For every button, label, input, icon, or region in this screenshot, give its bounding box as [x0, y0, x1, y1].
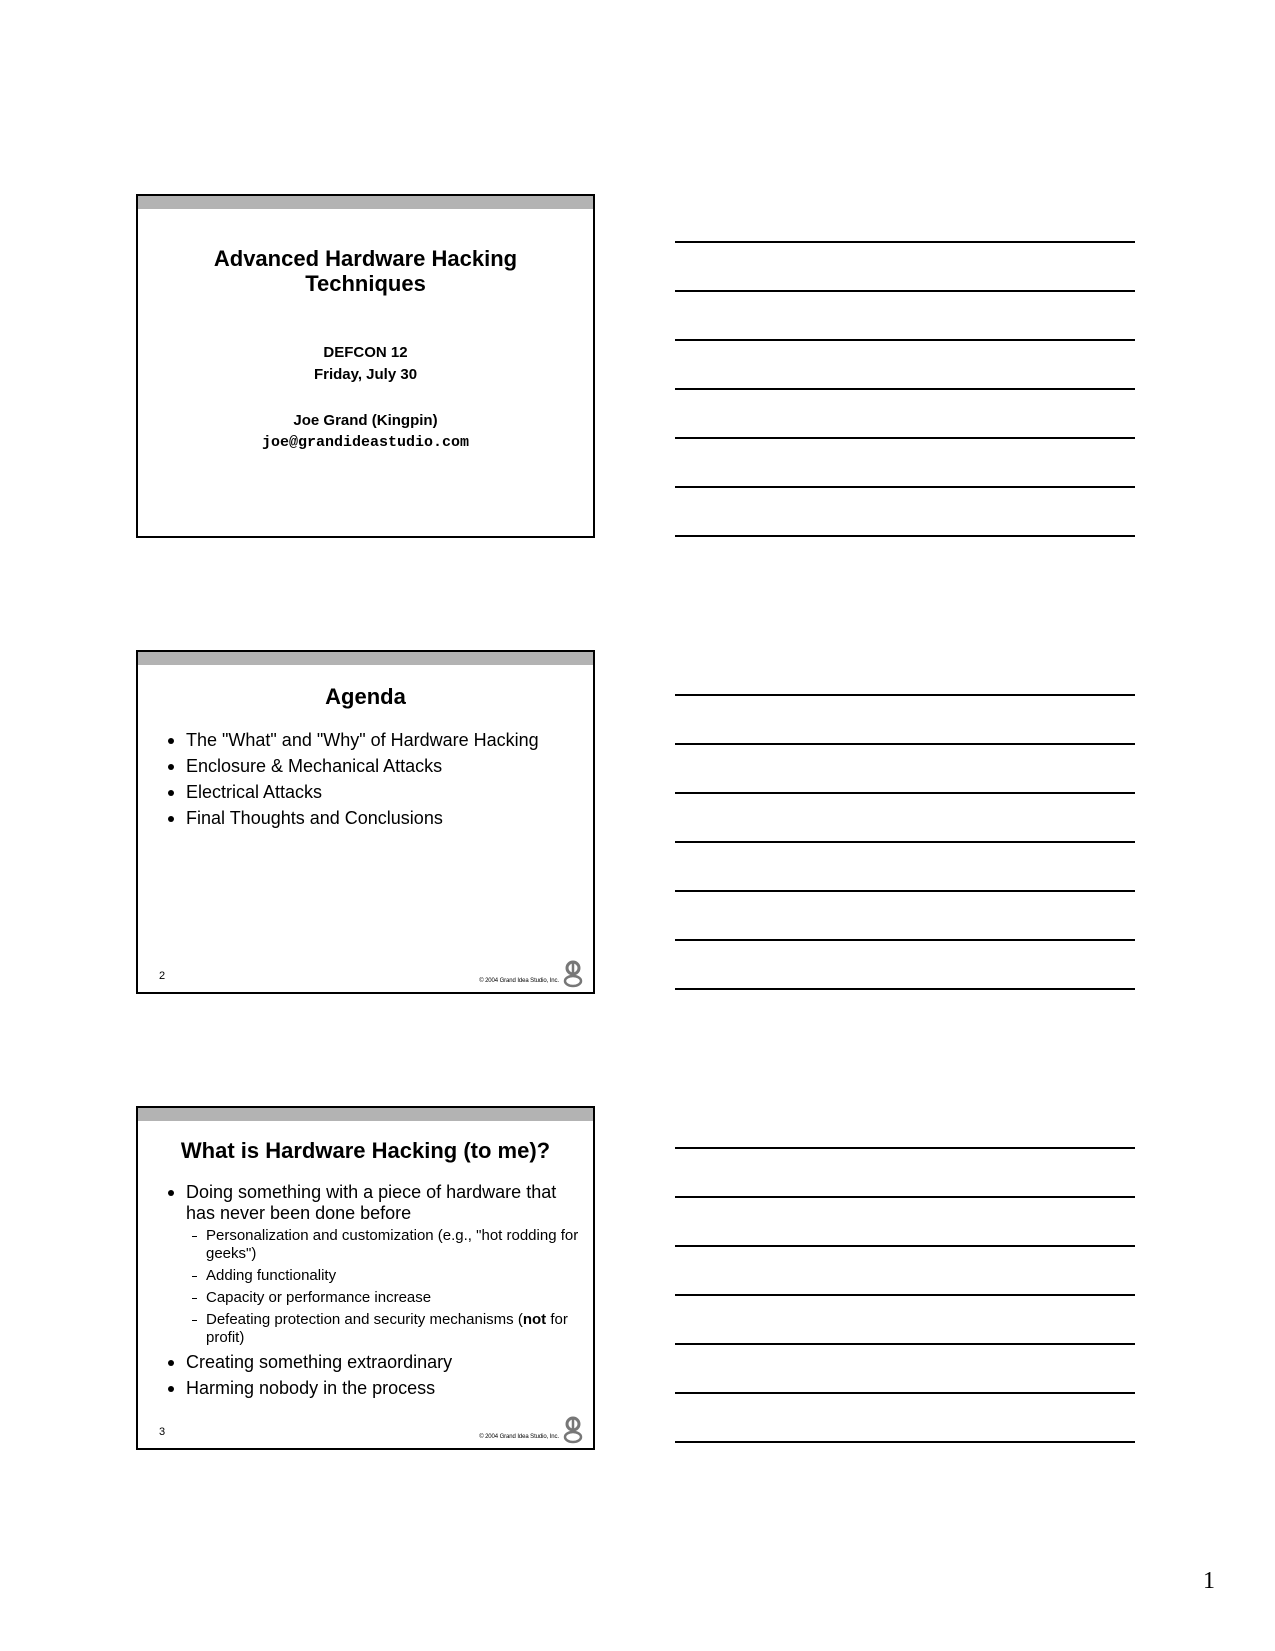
sub-list-item: Adding functionality [186, 1267, 579, 1285]
bullet-icon [168, 1190, 174, 1196]
list-item: Enclosure & Mechanical Attacks [166, 756, 579, 777]
sub-list-item: Defeating protection and security mechanisms (not for profit) [186, 1311, 579, 1347]
copyright-text: © 2004 Grand Idea Studio, Inc. [479, 978, 559, 984]
bullet-icon [168, 816, 174, 822]
dash-icon [192, 1236, 197, 1237]
slide-3 [136, 1106, 595, 1450]
note-line [675, 694, 1135, 696]
list-item: Final Thoughts and Conclusions [166, 808, 579, 829]
slide-title [138, 246, 593, 296]
list-item: Creating something extraordinary [166, 1352, 579, 1373]
slide-header-bar [138, 1108, 593, 1121]
event-date: Friday, July 30 [313, 366, 418, 383]
note-line [675, 890, 1135, 892]
title-line-1: Advanced Hardware Hacking [213, 246, 518, 271]
list-item: Doing something with a piece of hardware that has never been done before Personalization and customization (e.g., "hot rodding for geeks") Adding functionality Capacity or performance increase Defeating protection and security mechanisms (not for profit) [166, 1182, 579, 1347]
slide-title: What is Hardware Hacking (to me)? [180, 1138, 551, 1163]
bullet-icon [168, 764, 174, 770]
event-name: DEFCON 12 [323, 344, 408, 361]
dash-icon [192, 1298, 197, 1299]
bullet-icon [168, 738, 174, 744]
sub-bullet-list [186, 1227, 579, 1347]
slide-number: 3 [159, 1426, 166, 1438]
slide-number: 2 [159, 970, 166, 982]
dash-icon [192, 1320, 197, 1321]
slide-header-bar [138, 196, 593, 209]
grand-idea-logo-icon [562, 1416, 584, 1444]
note-line [675, 1392, 1135, 1394]
bullet-list [166, 1182, 579, 1404]
dash-icon [192, 1276, 197, 1277]
sub-list-item: Capacity or performance increase [186, 1289, 579, 1307]
note-line [675, 1343, 1135, 1345]
list-item: Electrical Attacks [166, 782, 579, 803]
note-line [675, 339, 1135, 341]
page-number: 1 [1203, 1568, 1215, 1594]
slide-2 [136, 650, 595, 994]
sub-list-item: Personalization and customization (e.g., "hot rodding for geeks") [186, 1227, 579, 1263]
note-line [675, 1441, 1135, 1443]
note-line [675, 241, 1135, 243]
author-email: joe@grandideastudio.com [261, 434, 470, 451]
note-line [675, 743, 1135, 745]
author-name: Joe Grand (Kingpin) [293, 412, 438, 429]
bullet-icon [168, 1386, 174, 1392]
note-line [675, 535, 1135, 537]
slide-1 [136, 194, 595, 538]
list-item: The "What" and "Why" of Hardware Hacking [166, 730, 579, 751]
note-line [675, 939, 1135, 941]
note-line [675, 988, 1135, 990]
copyright-text: © 2004 Grand Idea Studio, Inc. [479, 1434, 559, 1440]
grand-idea-logo-icon [562, 960, 584, 988]
note-line [675, 1245, 1135, 1247]
note-line [675, 1147, 1135, 1149]
bullet-icon [168, 790, 174, 796]
bullet-list [166, 730, 579, 834]
note-line [675, 388, 1135, 390]
note-line [675, 437, 1135, 439]
note-line [675, 841, 1135, 843]
note-line [675, 1196, 1135, 1198]
list-item: Harming nobody in the process [166, 1378, 579, 1399]
note-line [675, 290, 1135, 292]
note-line [675, 486, 1135, 488]
bullet-icon [168, 1360, 174, 1366]
note-line [675, 792, 1135, 794]
note-line [675, 1294, 1135, 1296]
slide-header-bar [138, 652, 593, 665]
title-line-2: Techniques [305, 271, 426, 296]
slide-title: Agenda [325, 684, 406, 709]
